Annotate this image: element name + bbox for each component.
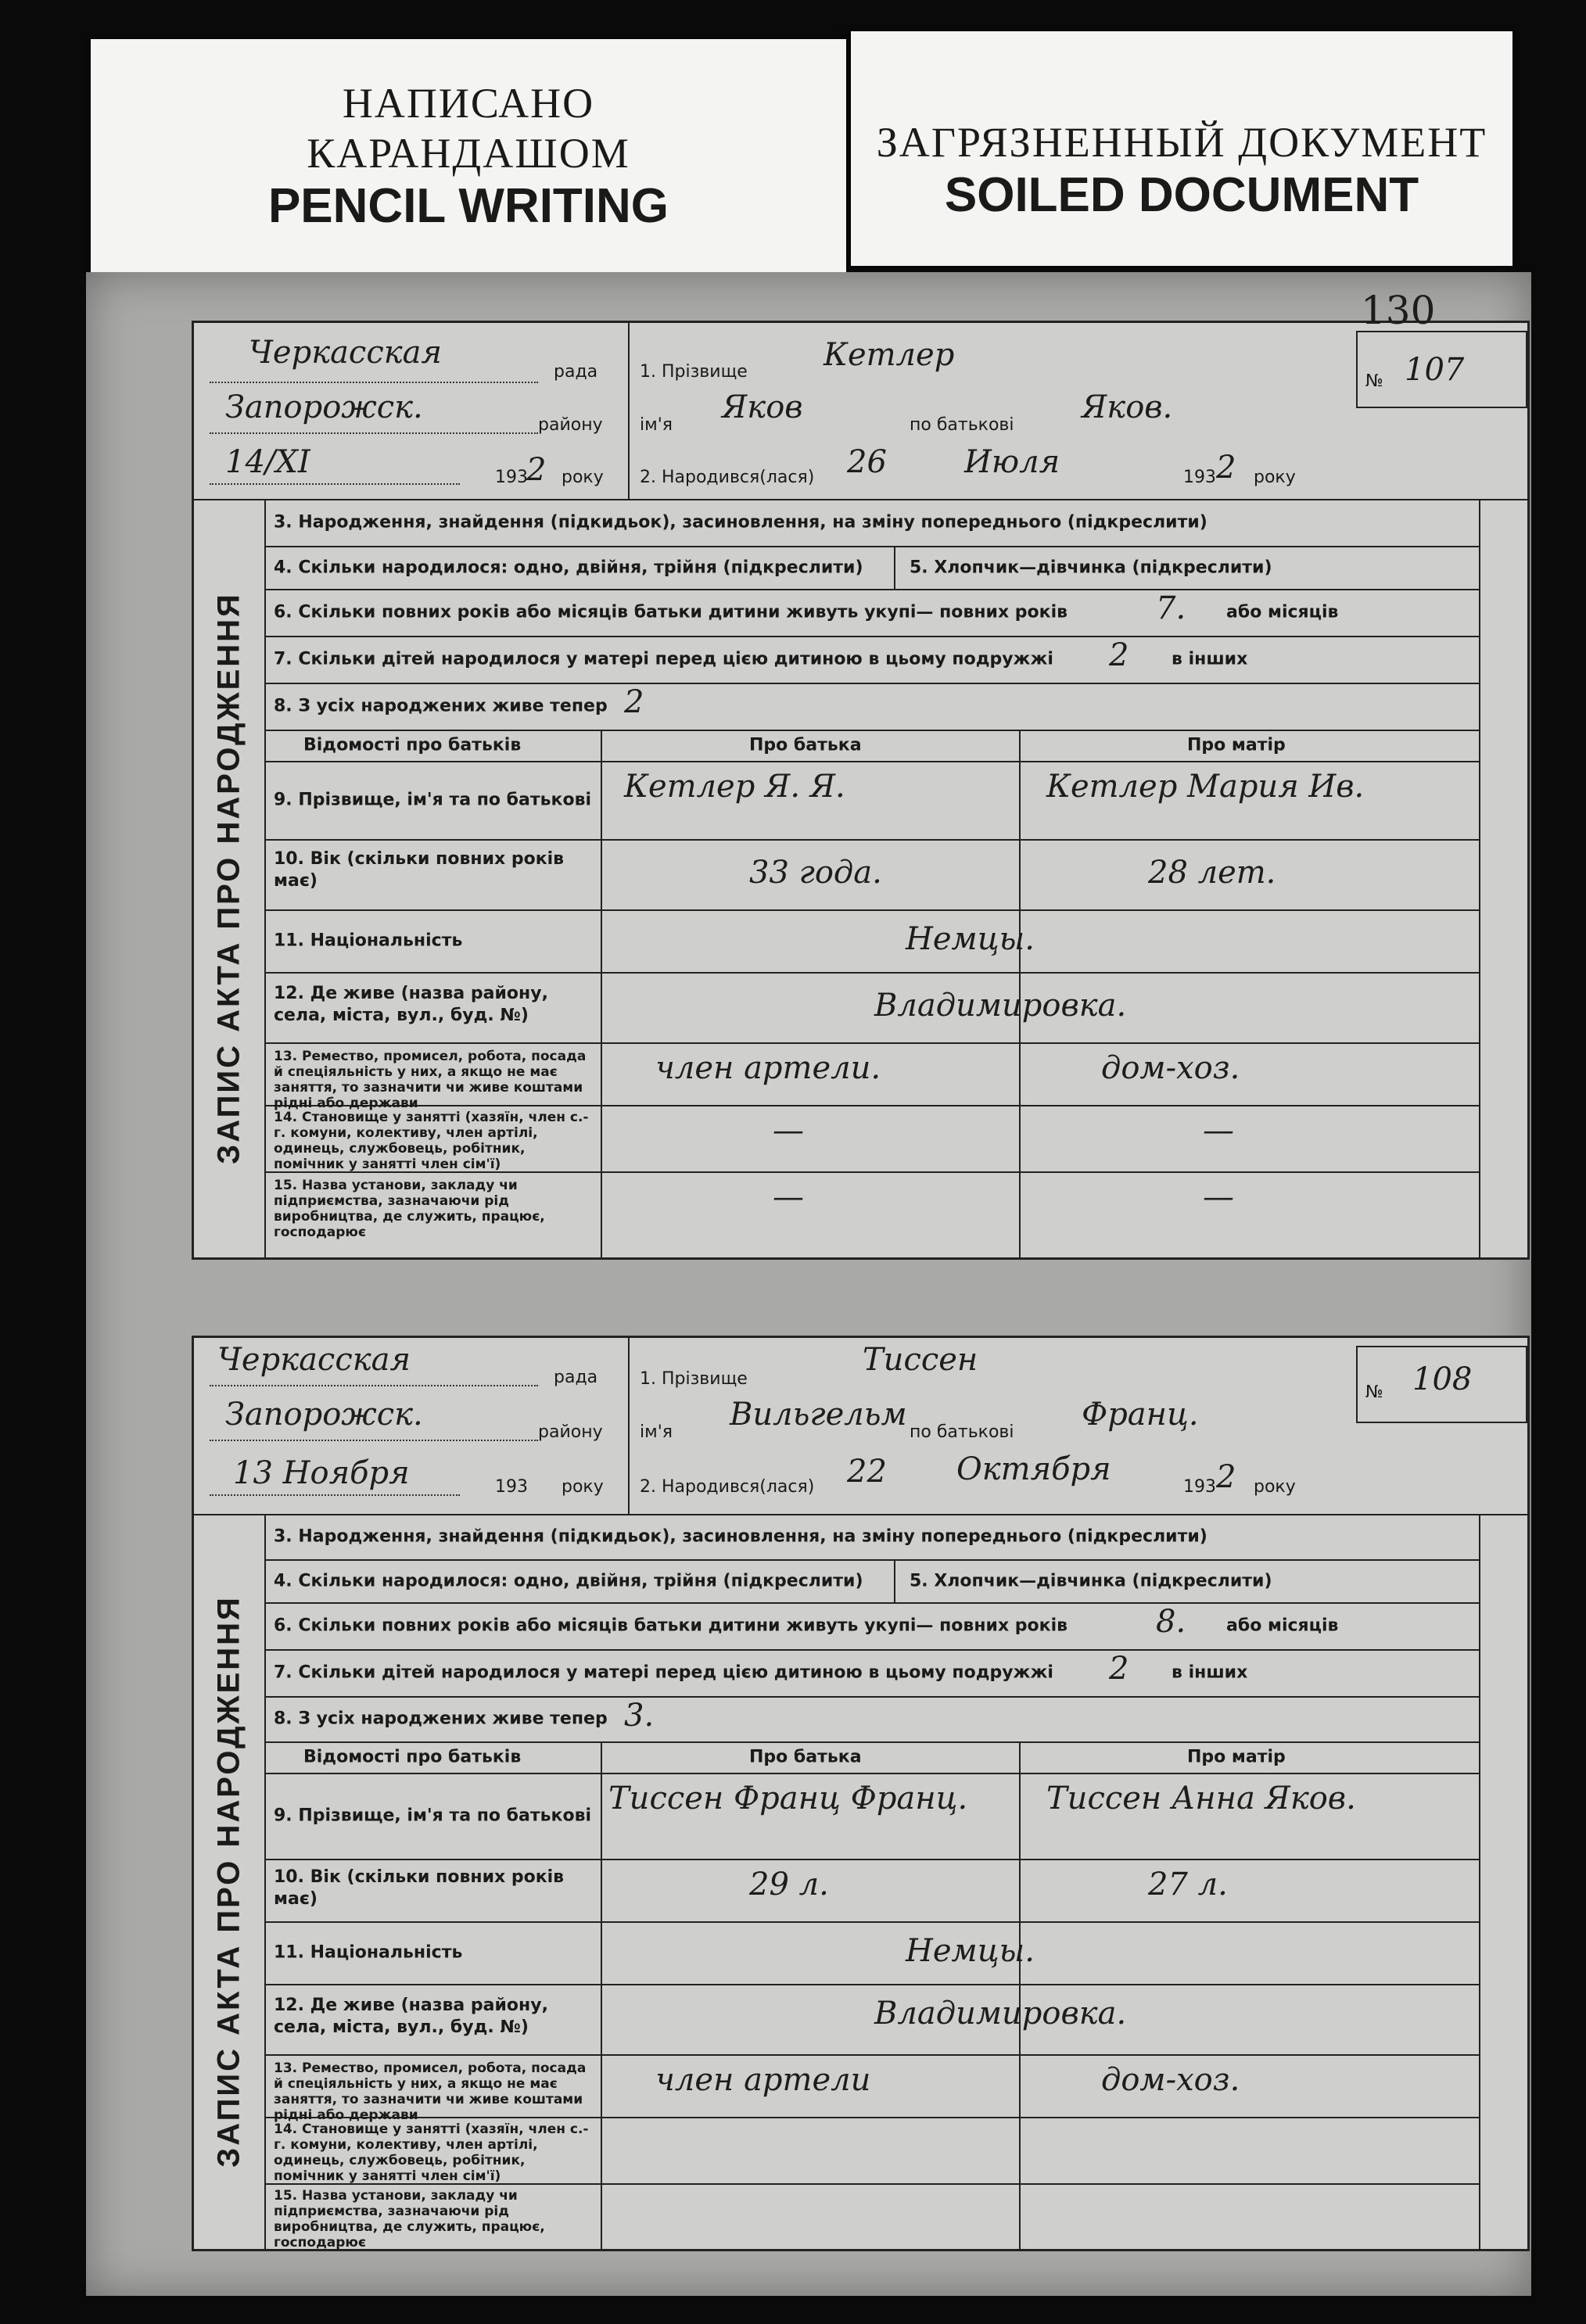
number-label: № (1365, 371, 1383, 391)
surname-label: 1. Прізвище (640, 362, 748, 382)
row-6-value: 8. (1156, 1604, 1186, 1640)
born-year-prefix: 193 (1183, 1477, 1216, 1497)
row-6-label: 6. Скільки повних років або місяців батьки дитини живуть укупі— повних років (274, 602, 1068, 622)
mother-work: дом-хоз. (1101, 2062, 1240, 2098)
born-day-value: 26 (847, 444, 887, 480)
row-13-label: 13. Ремество, промисел, робота, посада й спеціяльність у них, а якщо не має заняття, то зазначити чи живе коштами рідні або держави (274, 1049, 587, 1111)
name-value: Яков (722, 389, 803, 425)
parents-table (264, 730, 1480, 1257)
row-13-label: 13. Ремество, промисел, робота, посада й спеціяльність у них, а якщо не має заняття, то зазначити чи живе коштами рідні або держави (274, 2060, 587, 2123)
row-5-label: 5. Хлопчик—дівчинка (підкреслити) (910, 1571, 1272, 1591)
row-4-5 (264, 546, 1480, 590)
document-sheet (86, 272, 1531, 2296)
surname-value: Тиссен (863, 1342, 978, 1378)
row-9 (264, 761, 1480, 841)
page-number-stamp: 130 (1361, 288, 1436, 333)
born-month-value: Июля (964, 444, 1060, 480)
row-8-label: 8. З усіх народжених живе тепер (274, 1709, 608, 1729)
rayon-label: району (538, 1422, 603, 1442)
row-15-label: 15. Назва установи, закладу чи підприємства, зазначаючи рід виробництва, де служить, працює, господарює (274, 1178, 545, 1240)
residence: Владимировка. (874, 1996, 1127, 2032)
patronymic-value: Франц. (1082, 1397, 1199, 1433)
mother-age: 28 лет. (1148, 855, 1276, 891)
row-8 (264, 683, 1480, 731)
row-12-label: 12. Де живе (назва району, села, міста, вул., буд. №) (274, 984, 548, 1025)
born-year-value: 2 (1216, 450, 1236, 486)
rayon-label: району (538, 415, 603, 435)
nationality: Немцы. (906, 1933, 1035, 1969)
row-3 (264, 499, 1480, 547)
row-6-label: 6. Скільки повних років або місяців батьки дитини живуть укупі— повних років (274, 1616, 1068, 1636)
mother-r14: — (1203, 1113, 1234, 1149)
label-en: PENCIL WRITING (267, 179, 669, 233)
col-head-label: Відомості про батьків (303, 1747, 522, 1767)
year-label: року (562, 468, 604, 487)
mother-name: Тиссен Анна Яков. (1046, 1781, 1356, 1817)
year-prefix: 193 (495, 1477, 528, 1497)
col-mother-label: Про матір (1187, 1747, 1286, 1767)
header-left (194, 1338, 630, 1514)
number-label: № (1365, 1383, 1383, 1402)
row-4-label: 4. Скільки народилося: одно, двійня, трійня (підкреслити) (274, 1571, 863, 1591)
born-label: 2. Народився(лася) (640, 1477, 815, 1497)
right-margin-strip (1479, 499, 1527, 1257)
row-13 (264, 2054, 1480, 2123)
rada-value: Черкасская (249, 335, 442, 371)
row-11-label: 11. Національність (274, 1942, 463, 1963)
rayon-value: Запорожск. (225, 389, 423, 425)
row-8-label: 8. З усіх народжених живе тепер (274, 696, 608, 716)
header-middle (628, 1338, 1347, 1514)
birth-record-form-1 (192, 321, 1530, 1260)
born-year-label: року (1254, 468, 1296, 487)
parents-table (264, 1741, 1480, 2249)
patronymic-label: по батькові (910, 415, 1014, 435)
row-9-label: 9. Прізвище, ім'я та по батькові (274, 1806, 592, 1826)
record-number-value: 107 (1405, 352, 1465, 388)
header-middle (628, 323, 1347, 499)
row-3-label: 3. Народження, знайдення (підкидьок), засиновлення, на зміну попереднього (підкреслити) (274, 1526, 1207, 1547)
row-8-value: 2 (624, 684, 644, 720)
father-age: 33 года. (749, 855, 882, 891)
header-left (194, 323, 630, 499)
col-head-label: Відомості про батьків (303, 735, 522, 755)
year-prefix: 193 (495, 468, 528, 487)
father-work: член артели. (655, 1050, 881, 1086)
side-title: ЗАПИС АКТА ПРО НАРОДЖЕННЯ (211, 592, 246, 1164)
row-7-value: 2 (1109, 637, 1129, 673)
born-day-value: 22 (847, 1454, 887, 1490)
row-6 (264, 1602, 1480, 1651)
row-14-label: 14. Становище у занятті (хазяїн, член с.-г. комуни, колективу, член артілі, одинець, службовець, робітник, помічник у занятті член сім'ї) (274, 2121, 589, 2184)
mother-name: Кетлер Мария Ив. (1046, 769, 1365, 805)
row-7b-label: в інших (1172, 649, 1248, 669)
mother-age: 27 л. (1148, 1867, 1228, 1903)
row-6-value: 7. (1156, 590, 1186, 626)
born-month-value: Октября (956, 1451, 1111, 1487)
parents-header-row (264, 730, 1480, 762)
col-mother-label: Про матір (1187, 735, 1286, 755)
row-14-label: 14. Становище у занятті (хазяїн, член с.-г. комуни, колективу, член артілі, одинець, службовець, робітник, помічник у занятті член сім'ї) (274, 1110, 589, 1172)
mother-r15: — (1203, 1179, 1234, 1215)
row-4-5 (264, 1559, 1480, 1604)
parents-header-row (264, 1741, 1480, 1774)
father-r14: — (773, 1113, 804, 1149)
reg-year-value: 2 (526, 452, 547, 488)
row-8 (264, 1696, 1480, 1743)
rada-label: рада (554, 1368, 598, 1387)
patronymic-value: Яков. (1082, 389, 1173, 425)
rada-label: рада (554, 362, 598, 382)
father-r15: — (773, 1179, 804, 1215)
row-9 (264, 1773, 1480, 1860)
row-11 (264, 1921, 1480, 1985)
surname-label: 1. Прізвище (640, 1369, 748, 1389)
row-12 (264, 1984, 1480, 2056)
name-label: ім'я (640, 1422, 673, 1442)
record-number-box (1356, 1346, 1527, 1423)
row-6b-label: або місяців (1226, 1616, 1339, 1636)
row-7-label: 7. Скільки дітей народилося у матері перед цією дитиною в цьому подружжі (274, 649, 1053, 669)
row-10-label: 10. Вік (скільки повних років має) (274, 1867, 565, 1909)
rada-value: Черкасская (217, 1342, 411, 1378)
row-7 (264, 636, 1480, 684)
label-en: SOILED DOCUMENT (944, 168, 1419, 222)
patronymic-label: по батькові (910, 1422, 1014, 1442)
row-9-label: 9. Прізвище, ім'я та по батькові (274, 790, 592, 810)
born-year-label: року (1254, 1477, 1296, 1497)
born-year-value: 2 (1216, 1459, 1236, 1495)
rayon-value: Запорожск. (225, 1397, 423, 1433)
row-6b-label: або місяців (1226, 602, 1339, 622)
nationality: Немцы. (906, 921, 1035, 957)
row-7-label: 7. Скільки дітей народилося у матері перед цією дитиною в цьому подружжі (274, 1662, 1053, 1683)
year-label: року (562, 1477, 604, 1497)
row-11 (264, 909, 1480, 974)
father-work: член артели (655, 2062, 871, 2098)
row-11-label: 11. Національність (274, 931, 463, 951)
row-6 (264, 589, 1480, 637)
record-number-box (1356, 331, 1527, 408)
row-7 (264, 1649, 1480, 1698)
name-value: Вильгельм (730, 1397, 907, 1433)
row-10 (264, 839, 1480, 911)
row-15 (264, 1171, 1480, 1250)
side-title-column (194, 1514, 266, 2249)
label-ru-line2: КАРАНДАШОМ (307, 130, 630, 177)
label-ru-line1: НАПИСАНО (342, 80, 595, 127)
father-name: Кетлер Я. Я. (624, 769, 845, 805)
row-13 (264, 1042, 1480, 1111)
row-7-value: 2 (1109, 1651, 1129, 1687)
residence: Владимировка. (874, 988, 1127, 1024)
born-year-prefix: 193 (1183, 468, 1216, 487)
surname-value: Кетлер (824, 337, 955, 373)
col-father-label: Про батька (749, 1747, 862, 1767)
pencil-writing-label (91, 39, 846, 274)
reg-date-value: 13 Ноября (233, 1455, 410, 1491)
row-10 (264, 1859, 1480, 1923)
form-header (194, 323, 1527, 500)
side-title-column (194, 499, 266, 1257)
record-number-value: 108 (1412, 1361, 1473, 1397)
row-14 (264, 1105, 1480, 1173)
form-header (194, 1338, 1527, 1515)
label-ru: ЗАГРЯЗНЕННЫЙ ДОКУМЕНТ (876, 119, 1487, 166)
soiled-document-label (851, 31, 1512, 266)
row-3 (264, 1514, 1480, 1561)
row-12 (264, 972, 1480, 1044)
name-label: ім'я (640, 415, 673, 435)
row-14 (264, 2117, 1480, 2185)
right-margin-strip (1479, 1514, 1527, 2249)
row-15 (264, 2183, 1480, 2250)
row-8-value: 3. (624, 1698, 655, 1734)
mother-work: дом-хоз. (1101, 1050, 1240, 1086)
row-10-label: 10. Вік (скільки повних років має) (274, 849, 565, 891)
row-5-label: 5. Хлопчик—дівчинка (підкреслити) (910, 558, 1272, 577)
side-title: ЗАПИС АКТА ПРО НАРОДЖЕННЯ (211, 1595, 246, 2168)
father-name: Тиссен Франц Франц. (608, 1781, 968, 1817)
row-15-label: 15. Назва установи, закладу чи підприємства, зазначаючи рід виробництва, де служить, працює, господарює (274, 2188, 545, 2250)
reg-date-value: 14/XI (225, 444, 310, 480)
birth-record-form-2 (192, 1336, 1530, 2251)
row-3-label: 3. Народження, знайдення (підкидьок), засиновлення, на зміну попереднього (підкреслити) (274, 512, 1207, 533)
row-12-label: 12. Де живе (назва району, села, міста, вул., буд. №) (274, 1996, 548, 2037)
father-age: 29 л. (749, 1867, 829, 1903)
row-7b-label: в інших (1172, 1662, 1248, 1683)
col-father-label: Про батька (749, 735, 862, 755)
born-label: 2. Народився(лася) (640, 468, 815, 487)
row-4-label: 4. Скільки народилося: одно, двійня, трійня (підкреслити) (274, 558, 863, 577)
